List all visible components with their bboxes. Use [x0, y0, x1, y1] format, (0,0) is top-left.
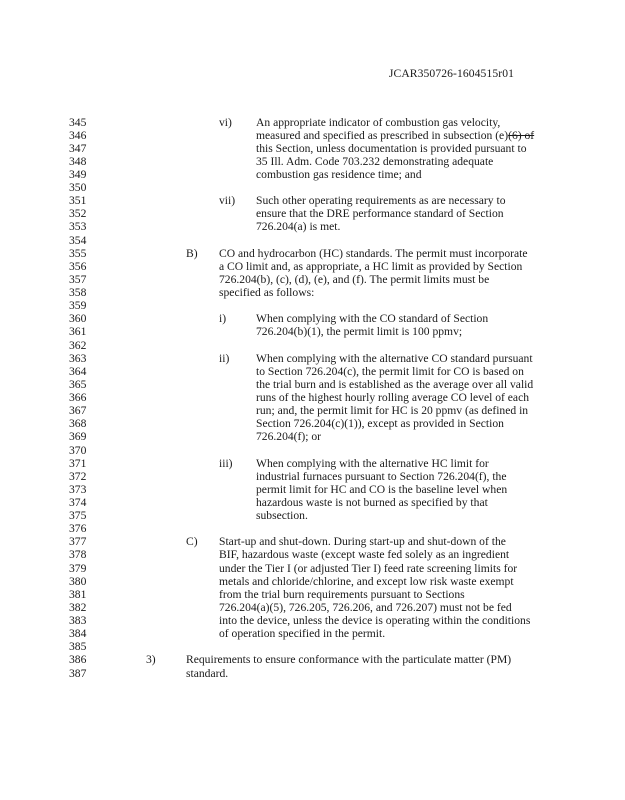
line-number: 383 — [69, 614, 87, 628]
line-text — [219, 588, 465, 601]
list-marker: 3) — [146, 653, 156, 667]
document-line — [0, 496, 625, 509]
document-line — [0, 260, 625, 273]
text-segment: Such other operating requirements as are necessary to — [256, 194, 506, 208]
document-line — [0, 627, 625, 640]
document-line — [0, 325, 625, 338]
document-id-header: JCAR350726-1604515r01 — [388, 67, 514, 80]
text-segment: the trial burn and is established as the average over all valid — [256, 377, 534, 391]
line-text — [256, 312, 488, 325]
struck-text: (6) of — [508, 128, 535, 142]
line-text — [256, 391, 529, 404]
line-text — [256, 470, 507, 483]
line-number: 350 — [69, 181, 87, 195]
document-line — [0, 640, 625, 653]
document-line — [0, 142, 625, 155]
text-segment: combustion gas residence time; and — [256, 167, 422, 181]
line-number: 345 — [69, 115, 87, 129]
document-line — [0, 339, 625, 352]
line-number: 382 — [69, 600, 87, 614]
line-number: 359 — [69, 299, 87, 313]
line-number: 349 — [69, 167, 87, 181]
line-text — [256, 129, 534, 142]
text-segment: runs of the highest hourly rolling average CO level of each — [256, 391, 530, 405]
document-line — [0, 155, 625, 168]
line-text — [256, 352, 533, 365]
document-line — [0, 247, 625, 260]
text-segment: subsection. — [256, 509, 308, 523]
document-line — [0, 430, 625, 443]
line-number: 371 — [69, 456, 87, 470]
line-number: 384 — [69, 627, 87, 641]
line-text — [219, 535, 506, 548]
line-number: 385 — [69, 640, 87, 654]
line-number: 348 — [69, 154, 87, 168]
text-segment: 726.204(a)(5), 726.205, 726.206, and 726.207) must not be fed — [219, 600, 512, 614]
line-number: 354 — [69, 233, 87, 247]
line-text — [256, 155, 493, 168]
line-text — [219, 627, 385, 640]
line-number: 370 — [69, 443, 87, 457]
line-number: 381 — [69, 587, 87, 601]
line-number: 367 — [69, 404, 87, 418]
line-number: 374 — [69, 495, 87, 509]
line-number: 357 — [69, 272, 87, 286]
document-line — [0, 391, 625, 404]
text-segment: under the Tier I (or adjusted Tier I) feed rate screening limits for — [219, 561, 518, 575]
line-text — [219, 548, 509, 561]
text-segment: from the trial burn requirements pursuant to Sections — [219, 587, 465, 601]
text-segment: When complying with the CO standard of Section — [256, 312, 489, 326]
document-line — [0, 299, 625, 312]
text-segment: into the device, unless the device is operating within the conditions — [219, 614, 531, 628]
text-segment: to Section 726.204(c), the permit limit for CO is based on — [256, 364, 524, 378]
text-segment: hazardous waste is not burned as specified by that — [256, 495, 488, 509]
document-line — [0, 352, 625, 365]
line-text — [219, 260, 522, 273]
text-segment: measured and specified as prescribed in subsection (e) — [256, 128, 509, 142]
text-segment: ensure that the DRE performance standard of Section — [256, 207, 504, 221]
line-number: 364 — [69, 364, 87, 378]
list-marker: C) — [186, 535, 198, 549]
document-line — [0, 220, 625, 233]
line-number: 347 — [69, 141, 87, 155]
document-line — [0, 273, 625, 286]
list-marker: iii) — [219, 456, 233, 470]
document-line — [0, 378, 625, 391]
text-segment: 726.204(b)(1), the permit limit is 100 ppmv; — [256, 325, 463, 339]
list-marker: B) — [186, 246, 198, 260]
document-line — [0, 194, 625, 207]
text-segment: this Section, unless documentation is provided pursuant to — [256, 141, 527, 155]
document-line — [0, 234, 625, 247]
text-segment: specified as follows: — [219, 286, 315, 300]
line-text — [219, 614, 530, 627]
line-number: 375 — [69, 509, 87, 523]
line-text — [256, 207, 504, 220]
line-text — [186, 667, 228, 680]
line-text — [256, 430, 321, 443]
line-text — [256, 496, 488, 509]
line-text — [256, 404, 528, 417]
line-number: 373 — [69, 482, 87, 496]
document-line — [0, 404, 625, 417]
text-segment: 726.204(a) is met. — [256, 220, 341, 234]
text-segment: 726.204(b), (c), (d), (e), and (f). The permit limits must be — [219, 272, 490, 286]
line-number: 355 — [69, 246, 87, 260]
document-line — [0, 562, 625, 575]
document-line — [0, 365, 625, 378]
text-segment: When complying with the alternative CO standard pursuant — [256, 351, 533, 365]
text-segment: An appropriate indicator of combustion gas velocity, — [256, 115, 501, 129]
text-segment: 726.204(f); or — [256, 430, 322, 444]
document-line — [0, 522, 625, 535]
document-line — [0, 535, 625, 548]
document-line — [0, 129, 625, 142]
text-segment: standard. — [186, 666, 229, 680]
text-segment: Requirements to ensure conformance with the particulate matter (PM) — [186, 653, 512, 667]
text-segment: of operation specified in the permit. — [219, 627, 386, 641]
list-marker: i) — [219, 312, 227, 326]
line-number: 386 — [69, 653, 87, 667]
document-line — [0, 444, 625, 457]
list-marker: vii) — [219, 194, 236, 208]
document-line — [0, 470, 625, 483]
document-line — [0, 417, 625, 430]
line-text — [256, 417, 504, 430]
document-line — [0, 207, 625, 220]
line-number: 351 — [69, 194, 87, 208]
line-number: 358 — [69, 286, 87, 300]
document-line — [0, 457, 625, 470]
text-segment: industrial furnaces pursuant to Section 726.204(f), the — [256, 469, 507, 483]
line-number: 361 — [69, 325, 87, 339]
line-number: 378 — [69, 548, 87, 562]
text-segment: CO and hydrocarbon (HC) standards. The permit must incorporate — [219, 246, 528, 260]
document-line — [0, 168, 625, 181]
list-marker: vi) — [219, 115, 232, 129]
text-segment: permit limit for HC and CO is the baseline level when — [256, 482, 508, 496]
line-text — [256, 509, 308, 522]
document-line — [0, 116, 625, 129]
document-line — [0, 483, 625, 496]
line-text — [256, 168, 422, 181]
document-line — [0, 667, 625, 680]
document-line — [0, 548, 625, 561]
text-segment: Start-up and shut-down. During start-up and shut-down of the — [219, 535, 506, 549]
line-number: 387 — [69, 666, 87, 680]
document-line — [0, 509, 625, 522]
document-line — [0, 653, 625, 666]
line-number: 356 — [69, 259, 87, 273]
document-line — [0, 614, 625, 627]
line-text — [256, 220, 340, 233]
line-number: 363 — [69, 351, 87, 365]
text-segment: Section 726.204(c)(1)), except as provided in Section — [256, 417, 504, 431]
list-marker: ii) — [219, 351, 230, 365]
document-line — [0, 181, 625, 194]
line-number: 362 — [69, 338, 87, 352]
line-text — [219, 247, 528, 260]
text-segment: When complying with the alternative HC limit for — [256, 456, 489, 470]
line-number: 346 — [69, 128, 87, 142]
line-number: 352 — [69, 207, 87, 221]
line-number: 366 — [69, 391, 87, 405]
line-text — [256, 483, 507, 496]
text-segment: metals and chloride/chlorine, and except low risk waste exempt — [219, 574, 514, 588]
line-number: 380 — [69, 574, 87, 588]
document-line — [0, 575, 625, 588]
line-text — [219, 575, 514, 588]
line-number: 360 — [69, 312, 87, 326]
line-text — [186, 653, 511, 666]
line-number: 372 — [69, 469, 87, 483]
text-segment: 35 Ill. Adm. Code 703.232 demonstrating adequate — [256, 154, 494, 168]
line-text — [256, 365, 524, 378]
line-text — [256, 142, 527, 155]
document-line — [0, 588, 625, 601]
line-text — [256, 194, 506, 207]
text-segment: BIF, hazardous waste (except waste fed solely as an ingredient — [219, 548, 510, 562]
line-number: 369 — [69, 430, 87, 444]
line-number: 368 — [69, 417, 87, 431]
line-number: 377 — [69, 535, 87, 549]
line-text — [219, 273, 489, 286]
line-number: 353 — [69, 220, 87, 234]
line-text — [256, 116, 500, 129]
line-number: 376 — [69, 522, 87, 536]
line-text — [219, 601, 512, 614]
line-number: 379 — [69, 561, 87, 575]
line-text — [256, 325, 462, 338]
line-text — [219, 286, 314, 299]
document-line — [0, 312, 625, 325]
line-text — [219, 562, 517, 575]
line-text — [256, 457, 489, 470]
document-line — [0, 601, 625, 614]
text-segment: a CO limit and, as appropriate, a HC limit as provided by Section — [219, 259, 523, 273]
line-text — [256, 378, 533, 391]
line-number: 365 — [69, 377, 87, 391]
text-segment: run; and, the permit limit for HC is 20 ppmv (as defined in — [256, 404, 529, 418]
document-line — [0, 286, 625, 299]
